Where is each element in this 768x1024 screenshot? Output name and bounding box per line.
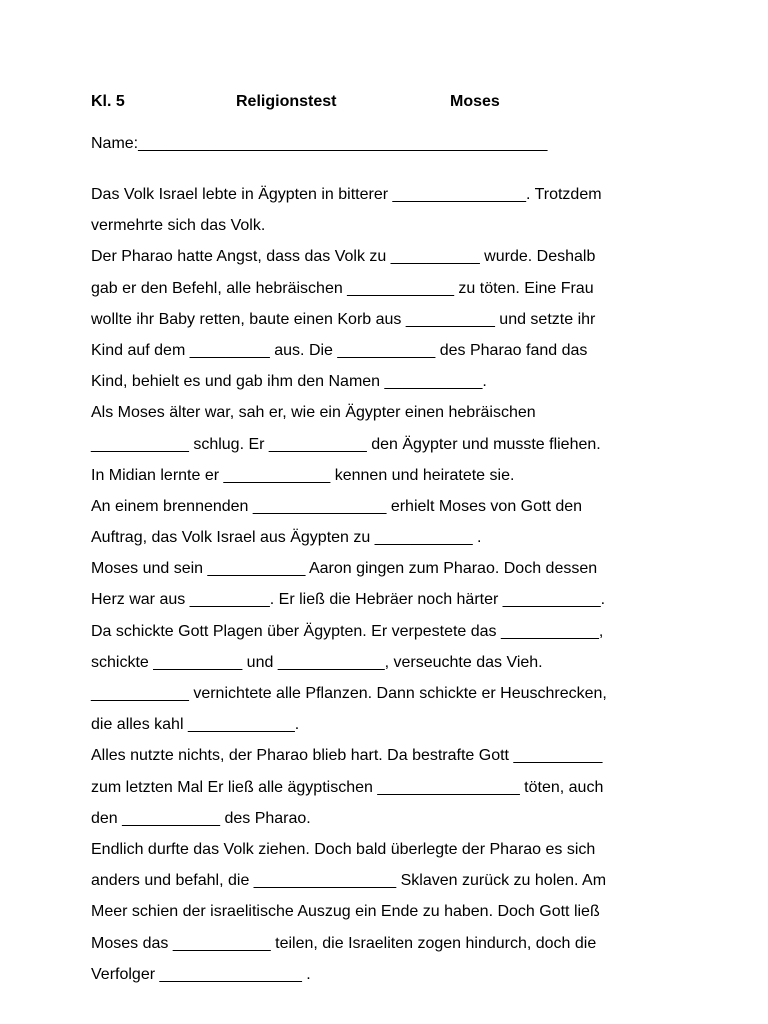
topic-title: Moses [450,93,500,110]
name-field: Name:______________________________________________ [91,135,548,152]
text-line: Kind, behielt es und gab ihm den Namen ___________. [91,373,487,391]
text-line: schickte __________ und ____________, verseuchte das Vieh. [91,653,543,671]
text-line: zum letzten Mal Er ließ alle ägyptischen ________________ töten, auch [91,778,604,796]
cloze-text [91,179,691,990]
text-line: wollte ihr Baby retten, baute einen Korb aus __________ und setzte ihr [91,310,596,328]
text-line: Meer schien der israelitische Auszug ein Ende zu haben. Doch Gott ließ [91,903,600,921]
text-line: gab er den Befehl, alle hebräischen ____________ zu töten. Eine Frau [91,279,594,297]
text-line: die alles kahl ____________. [91,716,300,734]
test-title: Religionstest [236,93,337,110]
text-line: An einem brennenden _______________ erhielt Moses von Gott den [91,497,583,515]
text-line: Da schickte Gott Plagen über Ägypten. Er verpestete das ___________, [91,622,604,640]
text-line: Moses das ___________ teilen, die Israeliten zogen hindurch, doch die [91,934,597,952]
worksheet-header [91,91,691,113]
text-line: ___________ schlug. Er ___________ den Ägypter und musste fliehen. [91,435,601,453]
text-line: Endlich durfte das Volk ziehen. Doch bald überlegte der Pharao es sich [91,840,596,858]
text-line: Als Moses älter war, sah er, wie ein Ägypter einen hebräischen [91,404,536,422]
text-line: vermehrte sich das Volk. [91,217,266,235]
text-line: Kind auf dem _________ aus. Die ___________ des Pharao fand das [91,341,588,359]
text-line: Das Volk Israel lebte in Ägypten in bitterer _______________. Trotzdem [91,186,602,203]
class-label: Kl. 5 [91,93,125,110]
text-line: Herz war aus _________. Er ließ die Hebräer noch härter ___________. [91,591,606,609]
text-line: Moses und sein ___________ Aaron gingen zum Pharao. Doch dessen [91,560,598,578]
text-line: ___________ vernichtete alle Pflanzen. Dann schickte er Heuschrecken, [91,685,607,702]
text-line: anders und befahl, die ________________ Sklaven zurück zu holen. Am [91,872,607,890]
text-line: In Midian lernte er ____________ kennen und heiratete sie. [91,466,515,484]
text-line: den ___________ des Pharao. [91,809,311,827]
text-line: Verfolger ________________ . [91,965,311,983]
text-line: Auftrag, das Volk Israel aus Ägypten zu ___________ . [91,529,482,547]
text-line: Der Pharao hatte Angst, dass das Volk zu __________ wurde. Deshalb [91,248,596,266]
text-line: Alles nutzte nichts, der Pharao blieb hart. Da bestrafte Gott __________ [91,747,603,765]
